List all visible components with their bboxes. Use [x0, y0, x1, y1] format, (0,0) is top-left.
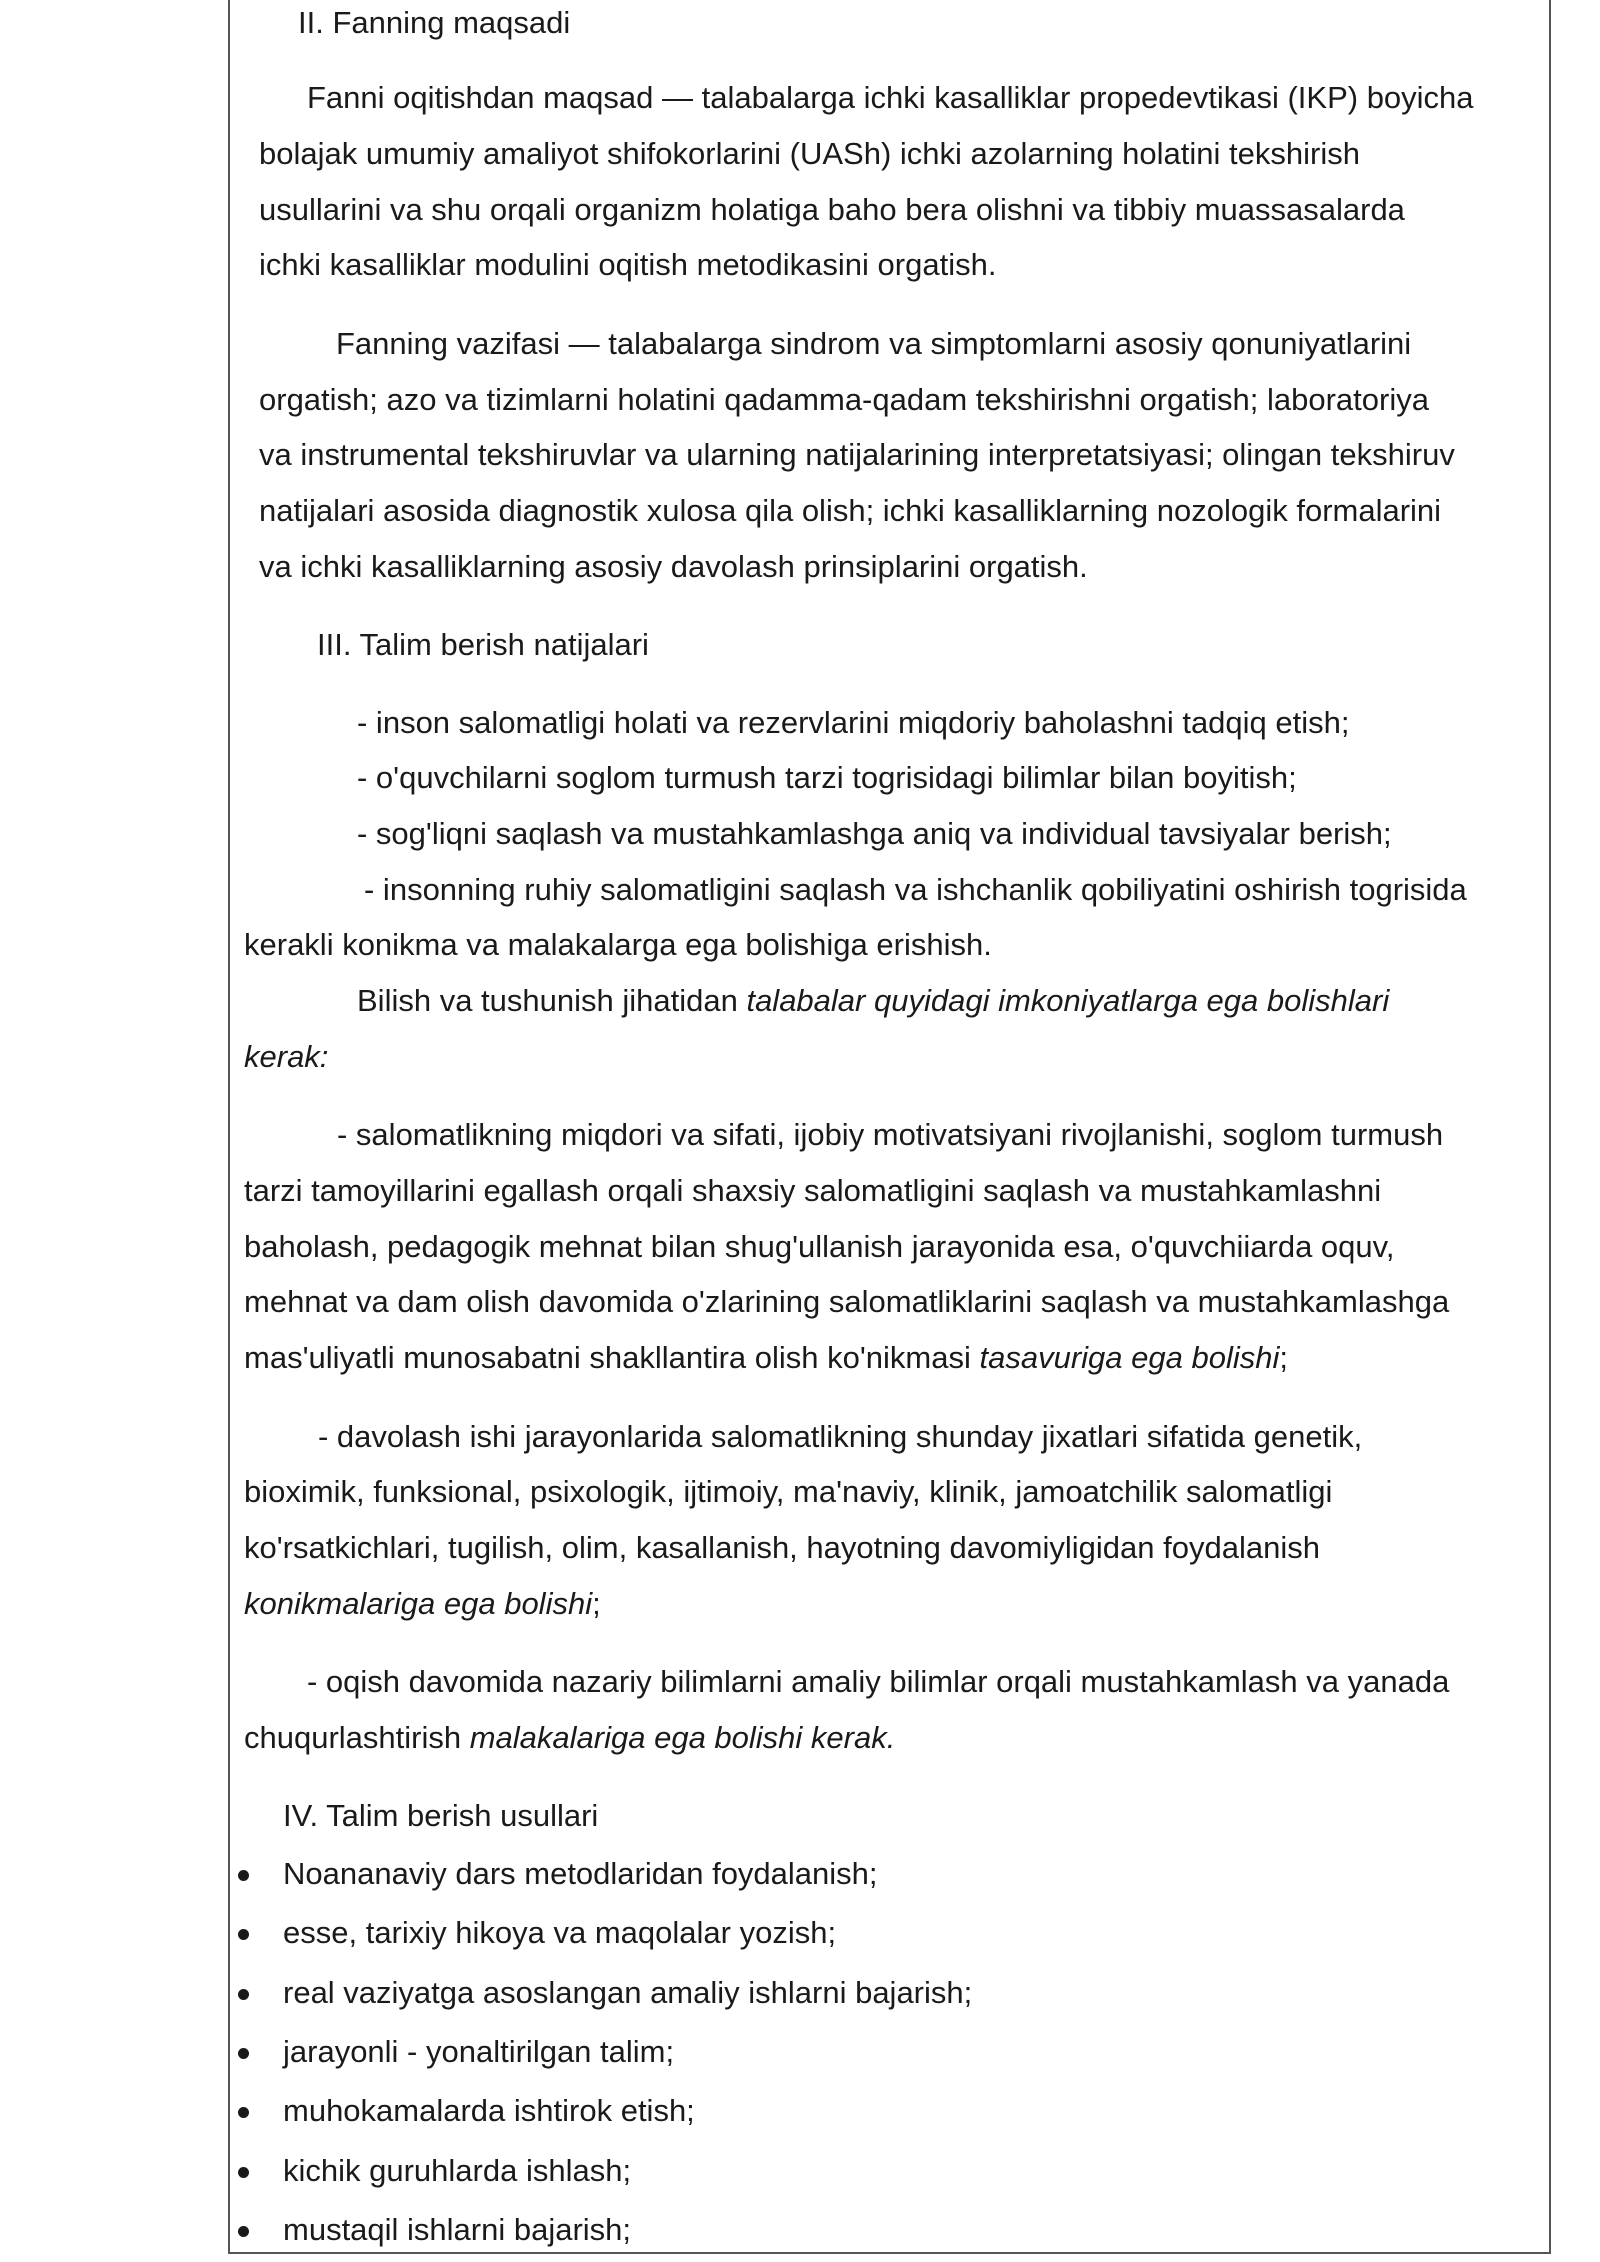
competence-end: ; [1279, 1340, 1288, 1375]
task-line: Fanning vazifasi — talabalarga sindrom va simptomlarni asosiy qonuniyatlarini [336, 326, 1412, 361]
purpose-line: ichki kasalliklar modulini oqitish metodikasini orgatish. [259, 247, 997, 282]
method-list-item: mustaqil ishlarni bajarish; [283, 2212, 632, 2247]
method-list-item: esse, tarixiy hikoya va maqolalar yozish; [283, 1915, 837, 1950]
knowledge-intro-emphasis-cont: kerak: [244, 1039, 329, 1074]
section-heading-methods: IV. Talim berish usullari [283, 1798, 599, 1833]
competence-line-last [244, 1722, 895, 1753]
competence-line: tarzi tamoyillarini egallash orqali shaxsiy salomatligini saqlash va mustahkamlashni [244, 1173, 1382, 1208]
bullet-icon [238, 2167, 249, 2178]
competence-text: mas'uliyatli munosabatni shakllantira olish ko'nikmasi [244, 1340, 980, 1375]
competence-line: baholash, pedagogik mehnat bilan shug'ullanish jarayonida esa, o'quvchiiarda oquv, [244, 1229, 1395, 1264]
section-heading-outcomes: III. Talim berish natijalari [317, 627, 649, 662]
competence-emphasis: tasavuriga ega bolishi [979, 1340, 1280, 1375]
method-list-item: kichik guruhlarda ishlash; [283, 2153, 632, 2188]
task-line: orgatish; azo va tizimlarni holatini qadamma-qadam tekshirishni orgatish; laboratoriya [259, 382, 1429, 417]
competence-line: - oqish davomida nazariy bilimlarni amaliy bilimlar orqali mustahkamlash va yanada [307, 1664, 1450, 1699]
competence-line-last [244, 1588, 601, 1619]
competence-line: ko'rsatkichlari, tugilish, olim, kasallanish, hayotning davomiyligidan foydalanish [244, 1530, 1320, 1565]
bullet-icon [238, 2048, 249, 2059]
bullet-icon [238, 1870, 249, 1881]
method-list-item: muhokamalarda ishtirok etish; [283, 2093, 695, 2128]
competence-line: bioximik, funksional, psixologik, ijtimoiy, ma'naviy, klinik, jamoatchilik salomatligi [244, 1474, 1333, 1509]
outcome-line: - insonning ruhiy salomatligini saqlash va ishchanlik qobiliyatini oshirish togrisida [364, 872, 1467, 907]
outcome-line: - inson salomatligi holati va rezervlarini miqdoriy baholashni tadqiq etish; [357, 705, 1350, 740]
competence-emphasis: konikmalariga ega bolishi [244, 1586, 593, 1621]
bullet-icon [238, 1989, 249, 2000]
purpose-line: usullarini va shu orqali organizm holatiga baho bera olishni va tibbiy muassasalarda [259, 192, 1405, 227]
task-line: va ichki kasalliklarning asosiy davolash prinsiplarini orgatish. [259, 549, 1088, 584]
task-line: va instrumental tekshiruvlar va ularning natijalarining interpretatsiyasi; olingan tekshiruv [259, 437, 1455, 472]
bullet-icon [238, 2226, 249, 2237]
competence-line: - davolash ishi jarayonlarida salomatlikning shunday jixatlari sifatida genetik, [318, 1419, 1363, 1454]
bullet-icon [238, 1929, 249, 1940]
competence-end: ; [592, 1586, 601, 1621]
competence-line: - salomatlikning miqdori va sifati, ijobiy motivatsiyani rivojlanishi, soglom turmush [337, 1117, 1444, 1152]
method-list-item: real vaziyatga asoslangan amaliy ishlarni bajarish; [283, 1975, 973, 2010]
competence-line-last [244, 1342, 1288, 1373]
outcome-line: - sog'liqni saqlash va mustahkamlashga aniq va individual tavsiyalar berish; [357, 816, 1392, 851]
knowledge-intro [357, 985, 1389, 1016]
competence-text: chuqurlashtirish [244, 1720, 470, 1755]
knowledge-intro-cont [244, 1041, 328, 1072]
method-list-item: Noananaviy dars metodlaridan foydalanish; [283, 1856, 878, 1891]
knowledge-intro-emphasis: talabalar quyidagi imkoniyatlarga ega bolishlari [746, 983, 1390, 1018]
competence-line: mehnat va dam olish davomida o'zlarining salomatliklarini saqlash va mustahkamlashga [244, 1284, 1450, 1319]
bullet-icon [238, 2107, 249, 2118]
task-line: natijalari asosida diagnostik xulosa qila olish; ichki kasalliklarning nozologik formalarini [259, 493, 1442, 528]
competence-emphasis: malakalariga ega bolishi kerak. [469, 1720, 896, 1755]
purpose-line: bolajak umumiy amaliyot shifokorlarini (UASh) ichki azolarning holatini tekshirish [259, 136, 1360, 171]
section-heading-purpose: II. Fanning maqsadi [298, 5, 571, 40]
method-list-item: jarayonli - yonaltirilgan talim; [283, 2034, 675, 2069]
purpose-line: Fanni oqitishdan maqsad — talabalarga ichki kasalliklar propedevtikasi (IKP) boyicha [307, 80, 1474, 115]
knowledge-intro-text: Bilish va tushunish jihatidan [357, 983, 747, 1018]
outcome-line: kerakli konikma va malakalarga ega bolishiga erishish. [244, 927, 992, 962]
outcome-line: - o'quvchilarni soglom turmush tarzi togrisidagi bilimlar bilan boyitish; [357, 760, 1297, 795]
